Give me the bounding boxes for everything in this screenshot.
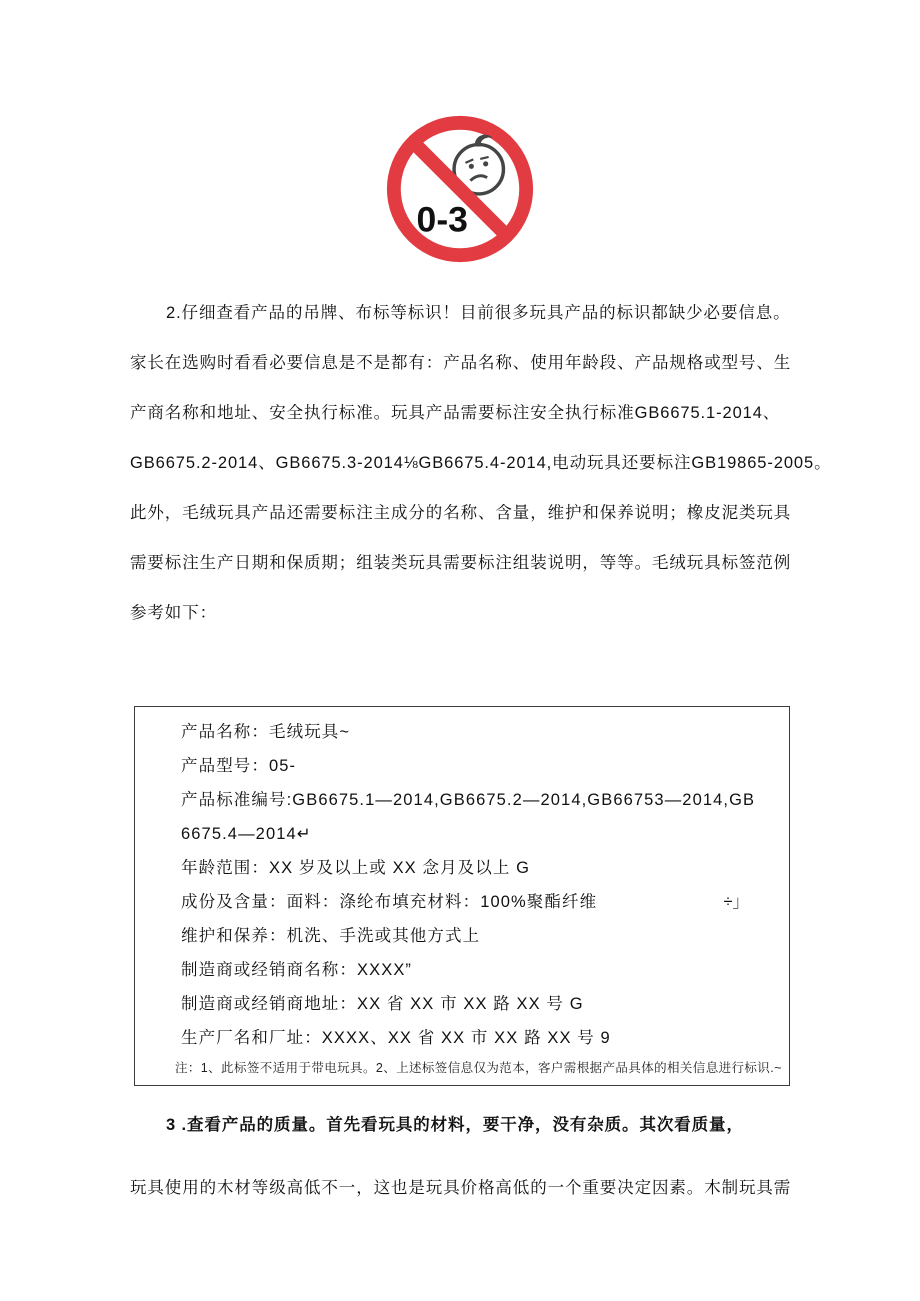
label-line-factory: 生产厂名和厂址：XXXX、XX 省 XX 市 XX 路 XX 号 9 — [181, 1029, 611, 1047]
label-line-composition-text: 成份及含量：面料：涤纶布填充材料：100%聚酯纤维 — [181, 893, 598, 911]
label-line-maker-address: 制造商或经销商地址：XX 省 XX 市 XX 路 XX 号 G — [181, 995, 584, 1013]
label-line-composition — [181, 885, 771, 919]
label-note: 注：1、此标签不适用于带电玩具。2、上述标签信息仅为范本，客户需根据产品具体的相关信息进行标识.~ — [175, 1061, 782, 1075]
paragraph-line: 2.仔细查看产品的吊牌、布标等标识！目前很多玩具产品的标识都缺少必要信息。 — [166, 304, 791, 322]
age-range-text: 0-3 — [416, 199, 468, 240]
paragraph-quality — [130, 1100, 796, 1213]
age-warning-symbol — [381, 110, 539, 268]
paragraph-line: 产商名称和地址、安全执行标准。玩具产品需要标注安全执行标准GB6675.1-2014、 — [130, 404, 781, 422]
paragraph-line: 家长在选购时看看必要信息是不是都有：产品名称、使用年龄段、产品规格或型号、生 — [130, 354, 792, 372]
label-line-standard-no-cont: 6675.4—2014↵ — [181, 825, 312, 843]
paragraph-line: 需要标注生产日期和保质期；组装类玩具需要标注组装说明，等等。毛绒玩具标签范例 — [130, 554, 792, 572]
paragraph-line: 3 .查看产品的质量。首先看玩具的材料，要干净，没有杂质。其次看质量， — [166, 1116, 744, 1134]
paragraph-line: 玩具使用的木材等级高低不一，这也是玩具价格高低的一个重要决定因素。木制玩具需 — [130, 1179, 792, 1197]
label-line-product-name: 产品名称：毛绒玩具~ — [181, 723, 351, 741]
label-line-maker-name: 制造商或经销商名称：XXXX” — [181, 961, 413, 979]
label-line-model: 产品型号：05- — [181, 757, 297, 775]
paragraph-line: GB6675.2-2014、GB6675.3-2014⅛GB6675.4-2014,电动玩具还要标注GB19865-2005。 — [130, 454, 832, 472]
label-line-age-range: 年龄范围：XX 岁及以上或 XX 念月及以上 G — [181, 859, 531, 877]
age-warning-0-3-icon — [381, 110, 539, 268]
label-line-care: 维护和保养：机洗、手洗或其他方式上 — [181, 927, 481, 945]
label-example-box — [134, 706, 790, 1086]
paragraph-intro — [130, 288, 832, 638]
label-line-right-mark: ÷」 — [723, 893, 749, 911]
label-line-standard-no: 产品标准编号:GB6675.1—2014,GB6675.2—2014,GB66753—2014,GB — [181, 791, 756, 809]
paragraph-line: 参考如下： — [130, 604, 217, 622]
paragraph-line: 此外，毛绒玩具产品还需要标注主成分的名称、含量，维护和保养说明；橡皮泥类玩具 — [130, 504, 792, 522]
